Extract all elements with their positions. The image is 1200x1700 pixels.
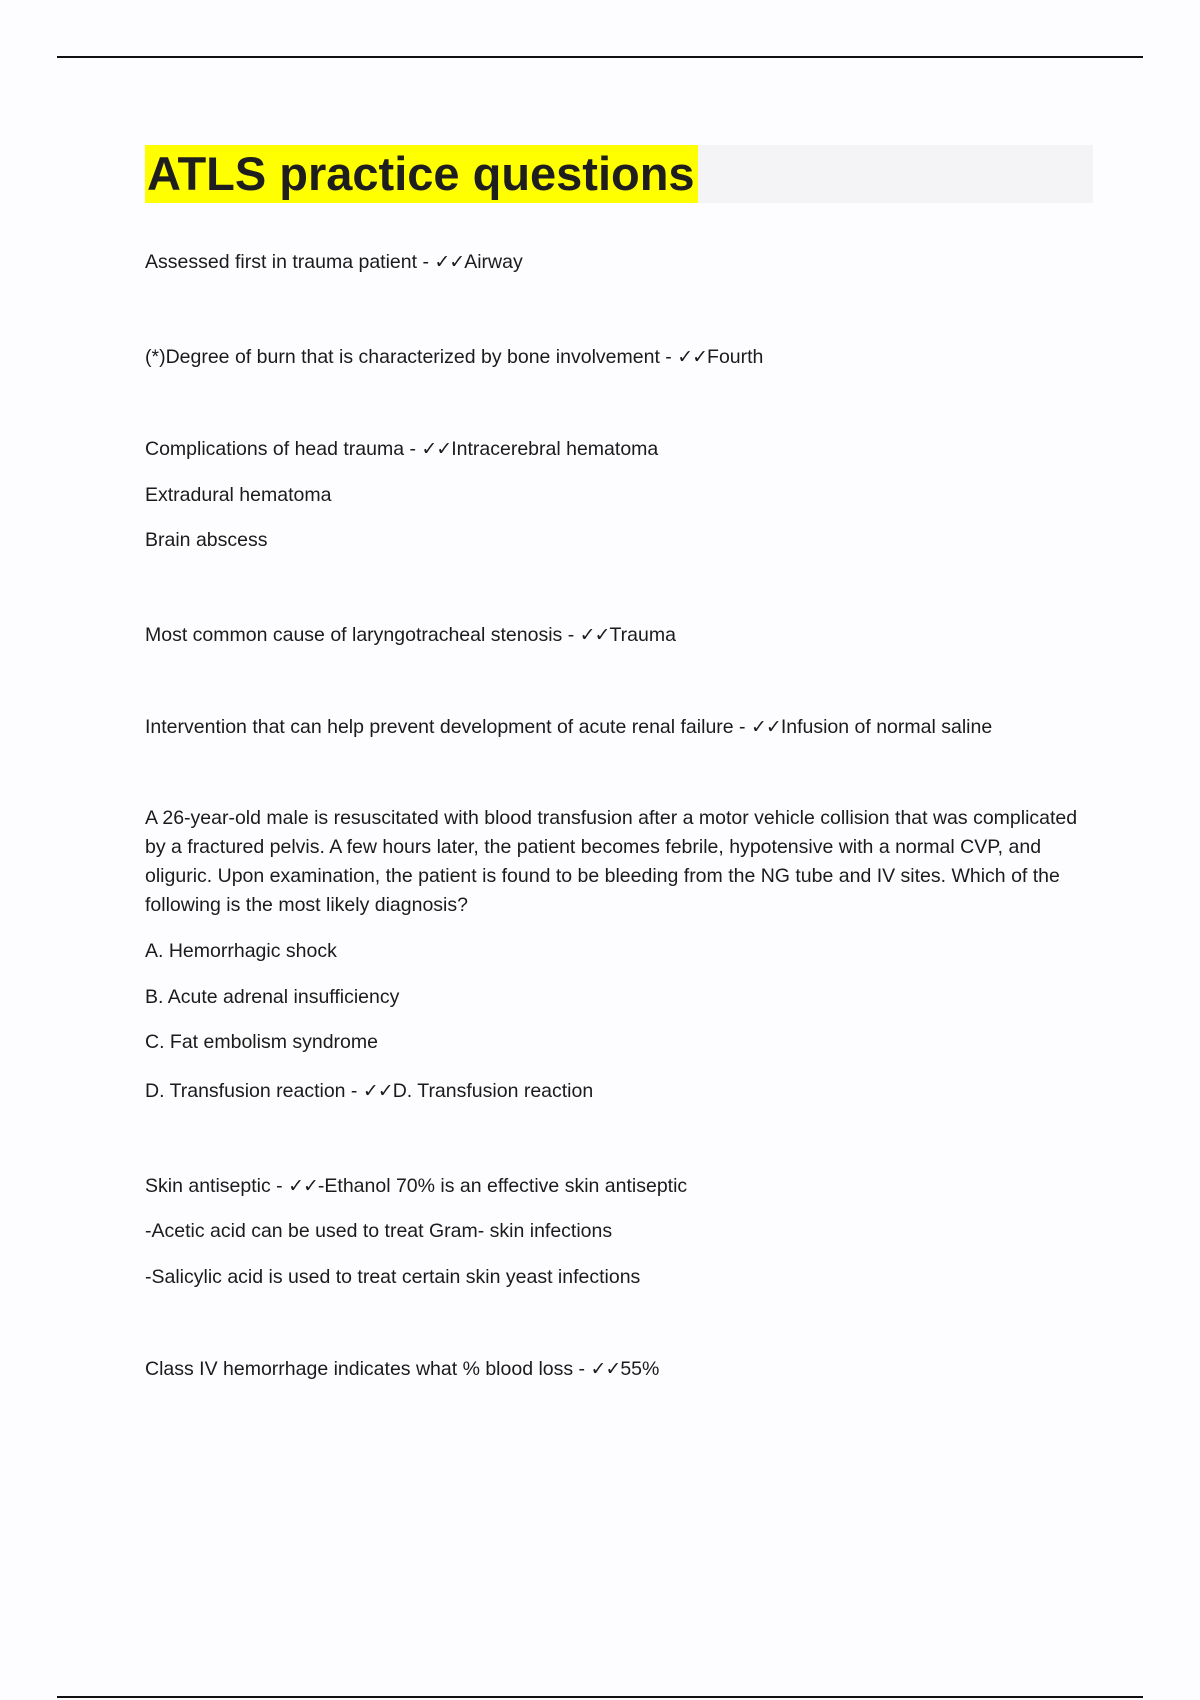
answer-text: Trauma xyxy=(609,624,676,646)
qa-item xyxy=(145,435,658,463)
question-text: (*)Degree of burn that is characterized by bone involvement - xyxy=(145,346,678,368)
question-text: Class IV hemorrhage indicates what % blood loss - xyxy=(145,1358,591,1380)
question-text: Most common cause of laryngotracheal stenosis - xyxy=(145,624,580,646)
answer-continuation: -Salicylic acid is used to treat certain skin yeast infections xyxy=(145,1266,641,1288)
qa-item xyxy=(145,1077,593,1105)
question-text: Skin antiseptic - xyxy=(145,1175,289,1197)
answer-continuation: -Acetic acid can be used to treat Gram- skin infections xyxy=(145,1220,613,1242)
check-mark-icon: ✓✓ xyxy=(434,251,465,273)
check-mark-icon: ✓✓ xyxy=(288,1175,318,1197)
answer-option: B. Acute adrenal insufficiency xyxy=(145,986,400,1008)
answer-text: Airway xyxy=(464,251,523,273)
footer-rule xyxy=(57,1696,1143,1698)
page-title: ATLS practice questions xyxy=(145,145,698,203)
qa-item xyxy=(145,621,676,649)
answer-option: A. Hemorrhagic shock xyxy=(145,940,337,962)
question-stem: A 26-year-old male is resuscitated with blood transfusion after a motor vehicle collision that was complicated by a fractured pelvis. A few hours later, the patient becomes febrile, hypotensive with a normal CVP, and oliguric. Upon examination, the patient is found to be bleeding from the NG tube and IV sites. Which of the following is the most likely diagnosis? xyxy=(145,807,1078,916)
answer-text: D. Transfusion reaction xyxy=(392,1080,594,1102)
check-mark-icon: ✓✓ xyxy=(579,624,610,646)
question-text: Intervention that can help prevent development of acute renal failure - xyxy=(145,716,751,738)
check-mark-icon: ✓✓ xyxy=(362,1080,393,1102)
answer-text: Fourth xyxy=(707,346,764,368)
answer-text: -Ethanol 70% is an effective skin antiseptic xyxy=(317,1175,688,1197)
check-mark-icon: ✓✓ xyxy=(421,438,452,460)
qa-item xyxy=(145,713,992,741)
answer-option: C. Fat embolism syndrome xyxy=(145,1031,378,1053)
answer-text: Intracerebral hematoma xyxy=(451,438,659,460)
qa-item xyxy=(145,343,763,371)
qa-item xyxy=(145,248,523,276)
header-rule xyxy=(57,56,1143,58)
qa-item xyxy=(145,1355,659,1383)
question-text: Assessed first in trauma patient - xyxy=(145,251,435,273)
check-mark-icon: ✓✓ xyxy=(750,716,781,738)
check-mark-icon: ✓✓ xyxy=(590,1358,621,1380)
answer-continuation: Brain abscess xyxy=(145,529,268,551)
answer-text: 55% xyxy=(620,1358,660,1380)
answer-text: Infusion of normal saline xyxy=(780,716,993,738)
question-text: Complications of head trauma - xyxy=(145,438,422,460)
qa-item xyxy=(145,1172,687,1200)
answer-option: D. Transfusion reaction - xyxy=(145,1080,363,1102)
answer-continuation: Extradural hematoma xyxy=(145,484,332,506)
check-mark-icon: ✓✓ xyxy=(677,346,708,368)
